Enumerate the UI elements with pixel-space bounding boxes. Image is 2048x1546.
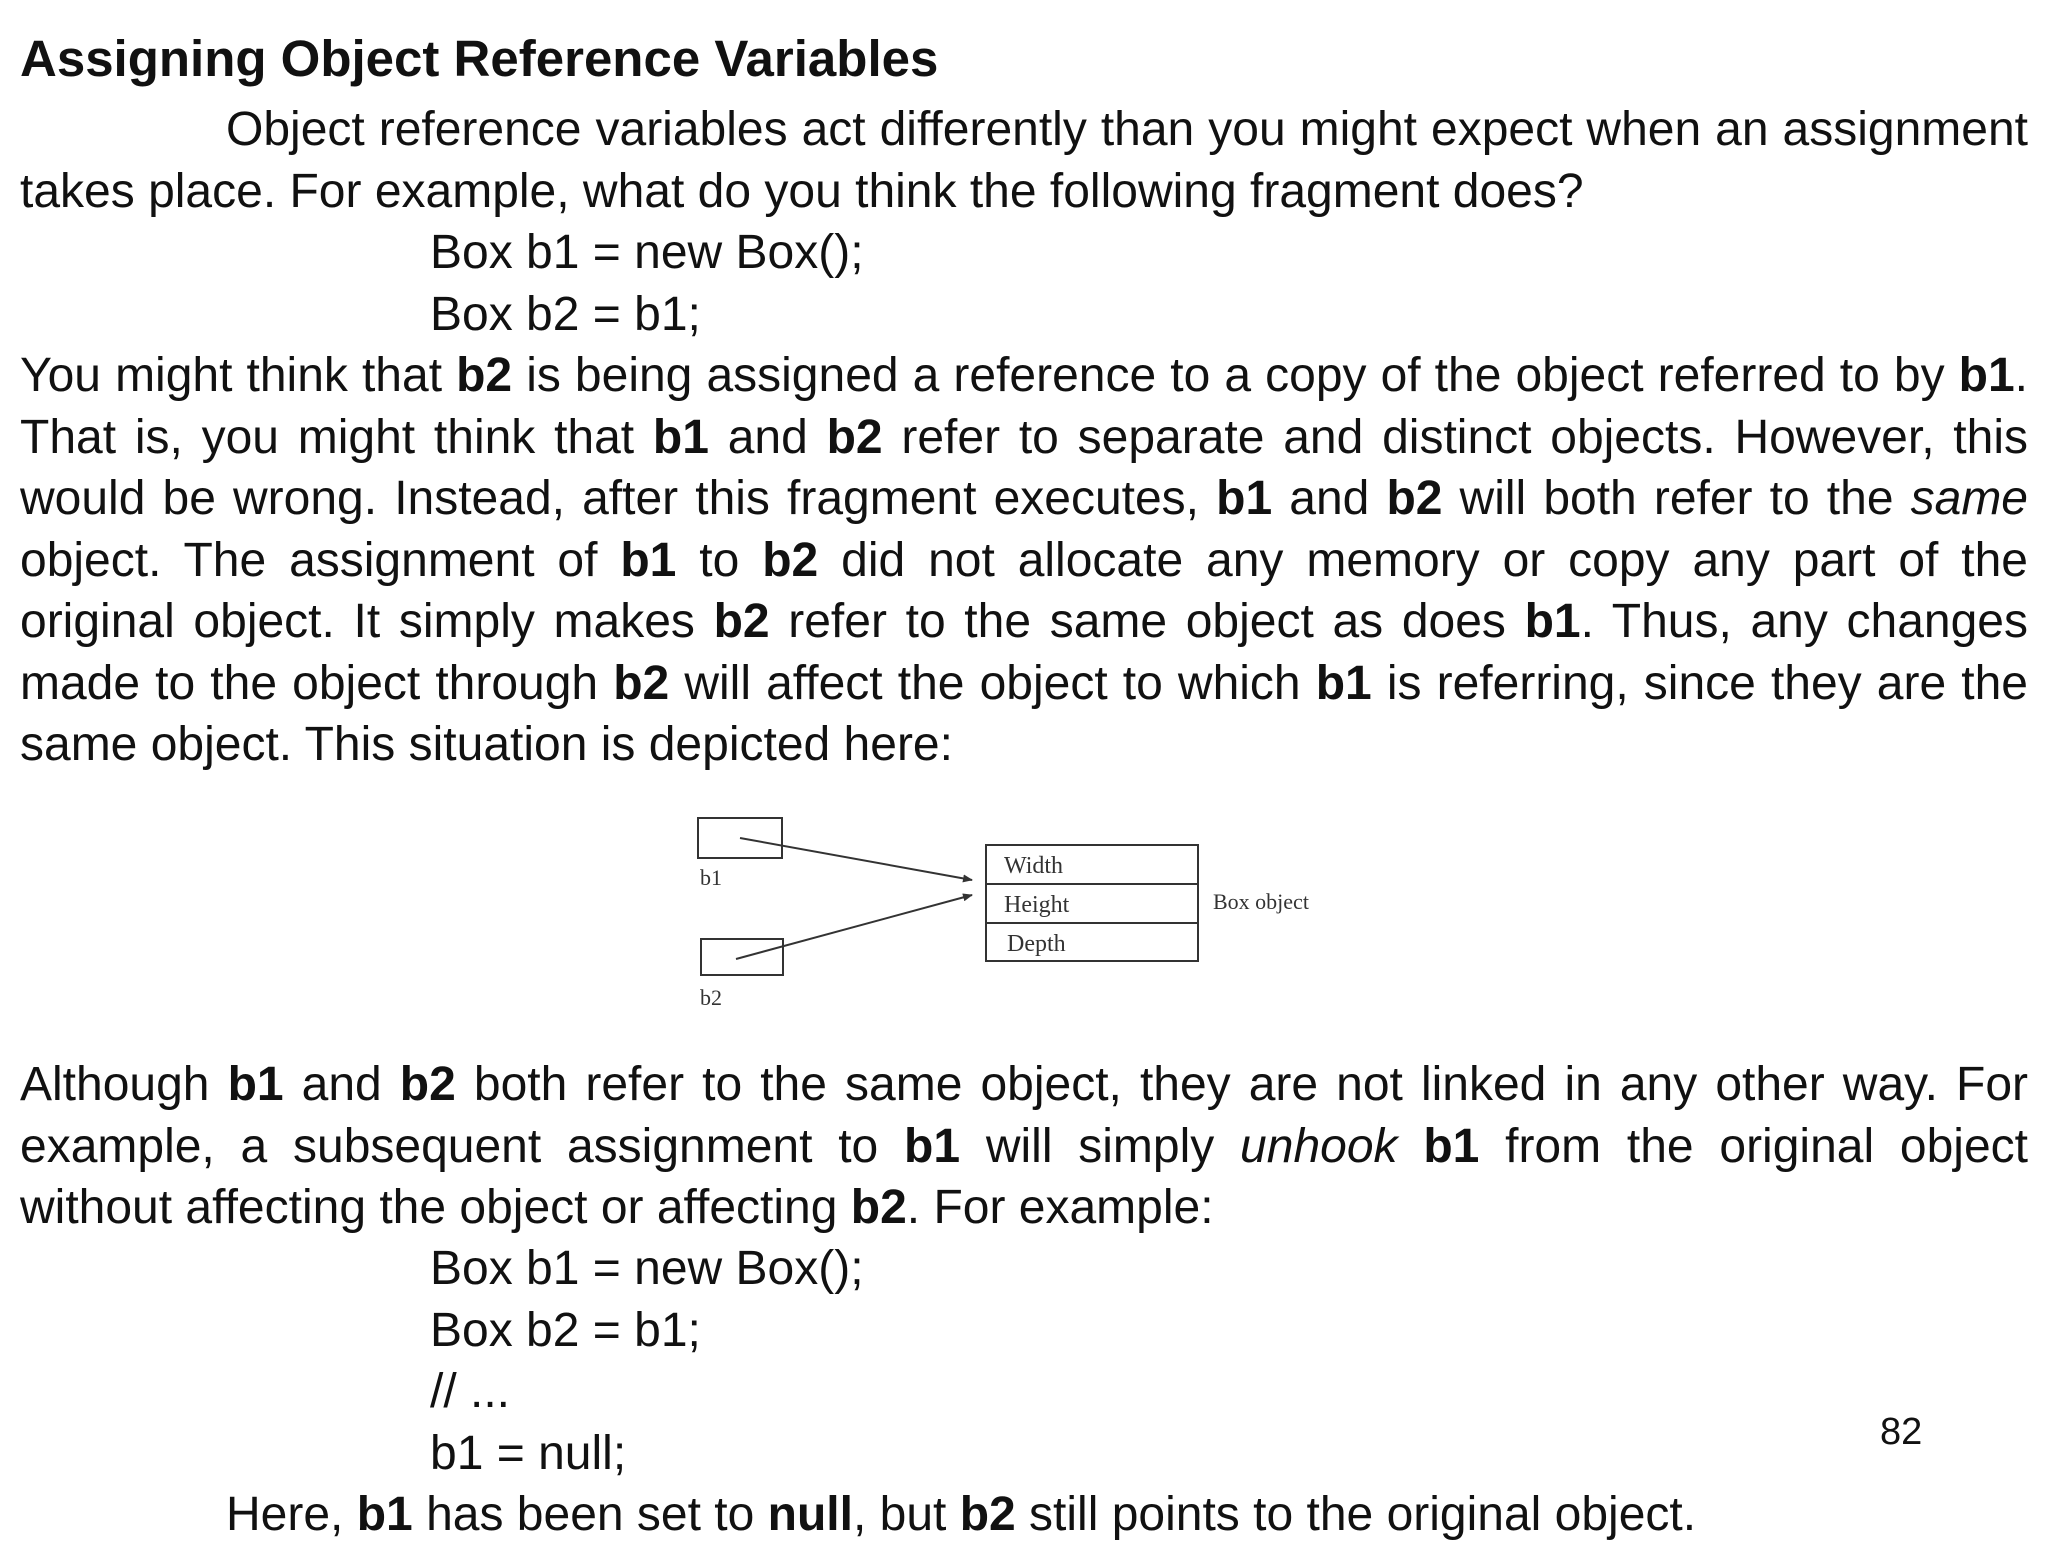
text-run: Although: [20, 1058, 228, 1111]
emphasis-unhook: unhook: [1240, 1119, 1398, 1173]
text-run: has been set to: [412, 1488, 768, 1541]
keyword-null: null: [767, 1488, 853, 1541]
text-run: will affect the object to which: [669, 656, 1316, 710]
page-title: Assigning Object Reference Variables: [20, 30, 939, 87]
var-b2: b2: [713, 595, 770, 648]
conclusion-line: [226, 1484, 1696, 1546]
text-run: refer to separate and distinct objects. However, this would be wrong. Instead, after this fragment executes,: [20, 410, 2028, 525]
code-line: b1 = null;: [430, 1426, 627, 1480]
var-b1: b1: [620, 533, 677, 587]
var-b1: b1: [356, 1488, 413, 1541]
text-run: . That is, you might think that: [20, 349, 2028, 464]
text-run: refer to the same object as does: [769, 595, 1525, 648]
text-run: Here,: [226, 1488, 357, 1541]
intro-text: Object reference variables act differently than you might expect when an assignment takes place. For example, what do you think the following fragment does?: [20, 103, 2028, 218]
text-run: . For example:: [906, 1181, 1214, 1234]
b2-arrow: [736, 895, 972, 959]
text-run: will both refer to the: [1442, 472, 1911, 525]
unlinked-paragraph: [20, 1054, 2028, 1239]
text-run: did not allocate any memory or copy any part of the original object. It simply makes: [20, 533, 2028, 648]
b2-label: b2: [700, 985, 722, 1010]
text-run: to: [676, 533, 763, 587]
text-run: and: [1272, 472, 1387, 525]
text-run: both refer to the same object, they are not linked in any other way. For example, a subsequent assignment to: [20, 1058, 2028, 1173]
code-line: // ...: [430, 1365, 511, 1418]
var-b2: b2: [959, 1488, 1016, 1541]
var-b1: b1: [227, 1058, 284, 1111]
var-b1: b1: [1216, 472, 1273, 525]
var-b2: b2: [826, 410, 883, 464]
code-line: Box b2 = b1;: [430, 1303, 701, 1357]
reference-diagram: [690, 810, 1350, 1020]
var-b1: b1: [1315, 656, 1372, 710]
intro-paragraph: [20, 99, 2028, 222]
text-run: . Thus, any changes made to the object through: [20, 595, 2028, 710]
text-run: from the original object without affecting the object or affecting: [20, 1119, 2028, 1234]
var-b1: b1: [1423, 1119, 1480, 1173]
page-number: 82: [1880, 1411, 1923, 1453]
var-b2: b2: [613, 656, 670, 710]
code-block-1: [430, 222, 864, 345]
var-b1: b1: [904, 1119, 961, 1173]
text-run: is referring, since they are the same object. This situation is depicted here:: [20, 656, 2028, 771]
code-block-2: [430, 1238, 864, 1484]
emphasis-same: same: [1910, 472, 2028, 525]
field-width: Width: [1004, 853, 1064, 879]
var-b2: b2: [456, 349, 513, 402]
var-b1: b1: [652, 410, 709, 464]
var-b2: b2: [762, 533, 819, 587]
box-object-label: Box object: [1213, 889, 1309, 914]
b1-label: b1: [700, 865, 722, 890]
text-run: and: [283, 1058, 400, 1111]
text-run: still points to the original object.: [1015, 1488, 1697, 1541]
text-run: [1398, 1120, 1424, 1173]
var-b2: b2: [399, 1058, 456, 1111]
var-b1: b1: [1524, 595, 1581, 648]
code-line: Box b2 = b1;: [430, 287, 701, 341]
text-run: object. The assignment of: [20, 533, 621, 587]
text-run: , but: [852, 1488, 960, 1541]
code-line: Box b1 = new Box();: [430, 226, 864, 279]
field-depth: Depth: [1007, 931, 1066, 957]
text-run: will simply: [960, 1119, 1241, 1173]
explanation-paragraph: [20, 345, 2028, 776]
field-height: Height: [1004, 892, 1070, 918]
code-line: Box b1 = new Box();: [430, 1242, 864, 1295]
var-b2: b2: [1386, 472, 1443, 525]
text-run: You might think that: [20, 349, 457, 402]
text-run: and: [708, 410, 827, 464]
var-b1: b1: [1958, 349, 2015, 402]
var-b2: b2: [850, 1181, 907, 1234]
text-run: is being assigned a reference to a copy of the object referred to by: [512, 349, 1959, 402]
